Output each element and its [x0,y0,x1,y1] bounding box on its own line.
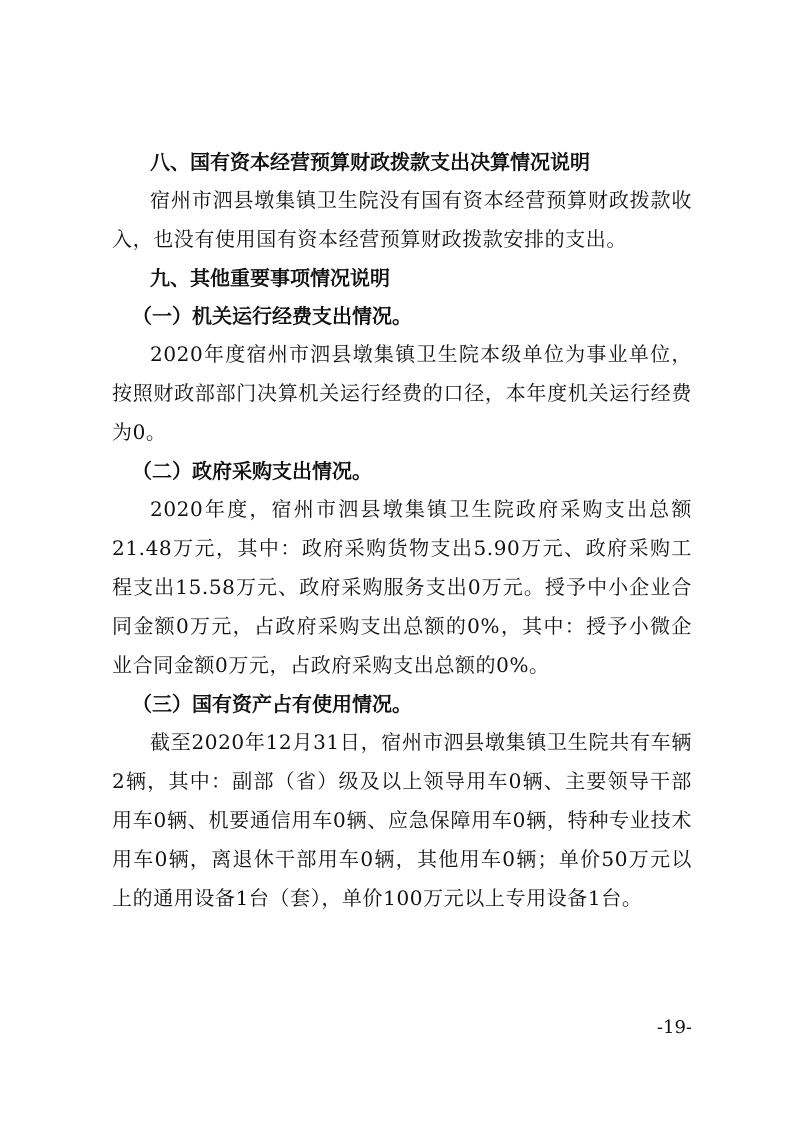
section-8-body: 宿州市泗县墩集镇卫生院没有国有资本经营预算财政拨款收入，也没有使用国有资本经营预算财政拨款安排的支出。 [112,188,692,251]
page-content [112,143,692,918]
page-number: -19- [656,1017,692,1038]
subsection-3-heading: （三）国有资产占有使用情况。 [132,692,412,716]
section-9-heading: 九、其他重要事项情况说明 [150,266,390,290]
subsection-2-body: 2020年度，宿州市泗县墩集镇卫生院政府采购支出总额21.48万元，其中：政府采购货物支出5.90万元、政府采购工程支出15.58万元、政府采购服务支出0万元。授予中小企业合同金额0万元，占政府采购支出总额的0%，其中：授予小微企业合同金额0万元，占政府采购支出总额的0%。 [112,497,692,677]
subsection-1-body: 2020年度宿州市泗县墩集镇卫生院本级单位为事业单位，按照财政部部门决算机关运行经费的口径，本年度机关运行经费为0。 [112,342,692,444]
section-8-heading: 八、国有资本经营预算财政拨款支出决算情况说明 [150,150,590,174]
subsection-3-body: 截至2020年12月31日，宿州市泗县墩集镇卫生院共有车辆2辆，其中：副部（省）级及以上领导用车0辆、主要领导干部用车0辆、机要通信用车0辆、应急保障用车0辆，特种专业技术用车0辆，离退休干部用车0辆，其他用车0辆；单价50万元以上的通用设备1台（套），单价100万元以上专用设备1台。 [112,730,692,910]
subsection-2-heading: （二）政府采购支出情况。 [132,459,372,483]
subsection-1-heading: （一）机关运行经费支出情况。 [132,304,412,328]
